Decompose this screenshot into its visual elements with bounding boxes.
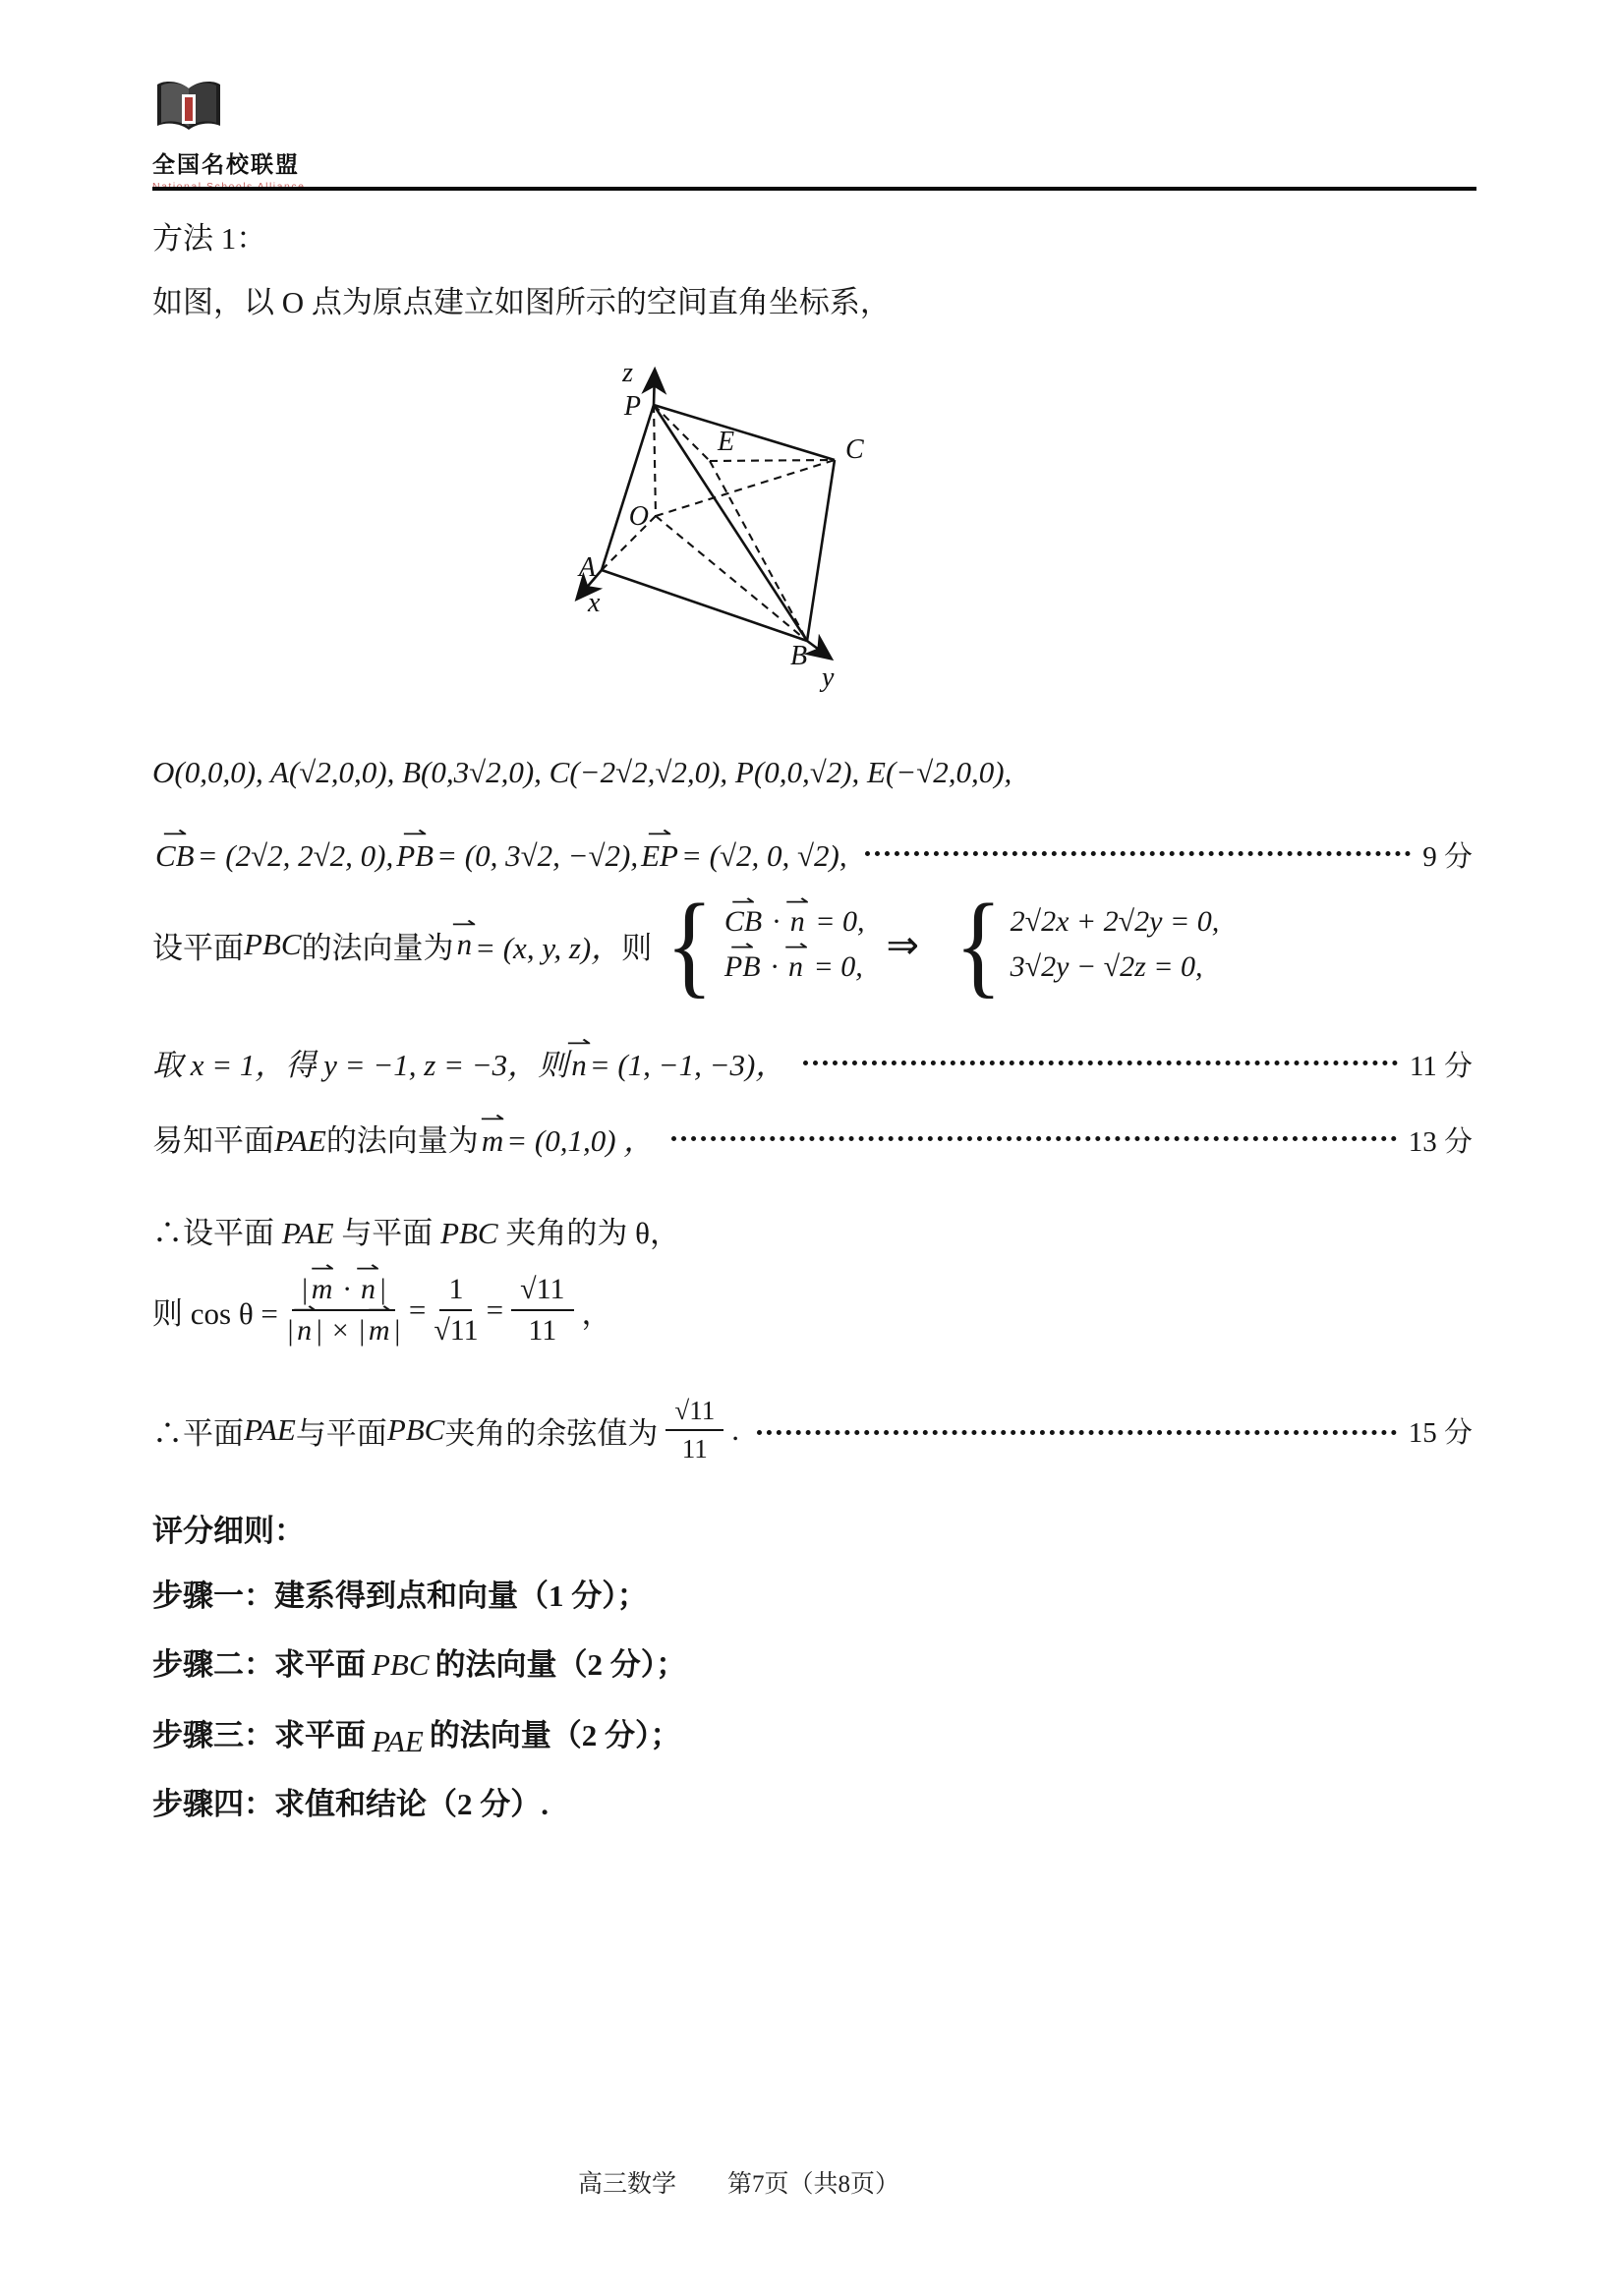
vector-m: m ⇀ xyxy=(482,1120,503,1162)
rubric-step-3: 步骤三：求平面 PAE 的法向量（2 分）； xyxy=(152,1718,681,1758)
method-title: 方法 1： xyxy=(152,221,267,256)
vertex-label-O: O xyxy=(628,501,649,532)
vector-EP: EP ⇀ xyxy=(641,835,678,877)
score-15: 15 分 xyxy=(1408,1416,1473,1449)
scalar-equation-system: 2√2x + 2√2y = 0, 3√2y − √2z = 0, xyxy=(1010,905,1220,984)
alliance-logo xyxy=(152,79,369,193)
page-footer xyxy=(578,2164,899,2200)
vector-n: n ⇀ xyxy=(457,927,473,962)
normal-vector-system-line: 设平面 PBC 的法向量为 n ⇀ = (x, y, z)， 则 { CB ⇀ · n ⇀ = 0, PB ⇀ · n ⇀ = 0, ⇒ { 2√2x + 2√2y = 0, 3√2y − √2z = 0, xyxy=(152,892,1219,997)
implies-arrow: ⇒ xyxy=(886,922,919,967)
coordinates-line: O(0,0,0), A(√2,0,0), B(0,3√2,0), C(−2√2,√2,0), P(0,0,√2), E(−√2,0,0), xyxy=(152,755,1012,789)
rubric-title: 评分细则： xyxy=(152,1514,305,1548)
logo-title: 全国名校联盟 xyxy=(152,151,300,177)
axis-label-y: y xyxy=(822,662,835,693)
vector-PB: PB ⇀ xyxy=(396,835,434,877)
dot-leader xyxy=(757,1430,1397,1435)
plane-PAE: PAE xyxy=(244,1412,296,1447)
vertex-label-B: B xyxy=(790,641,808,671)
dot-leader xyxy=(671,1136,1396,1141)
score-9: 9 分 xyxy=(1422,841,1473,873)
dot-product-system: CB ⇀ · n ⇀ = 0, PB ⇀ · n ⇀ = 0, xyxy=(722,905,865,984)
score-11: 11 分 xyxy=(1409,1051,1473,1082)
vertex-label-E: E xyxy=(718,427,735,457)
left-brace: { xyxy=(665,880,714,1008)
plane-PBC: PBC xyxy=(440,1216,498,1250)
plane-PAE: PAE xyxy=(281,1216,334,1250)
axis-label-x: x xyxy=(588,588,601,618)
open-book-logo-icon xyxy=(152,79,225,138)
conclusion-line: ∴平面 PAE 与平面 PBC 夹角的余弦值为 $\frac{√11}{11}$ . 15 分 xyxy=(152,1395,1473,1464)
left-brace: { xyxy=(955,880,1003,1008)
fraction-mn: $\frac{| m ⇀ \cdot n ⇀ |}{| n ⇀ | \times | m ⇀ |}$ xyxy=(286,1273,401,1349)
rubric-step-4: 步骤四：求值和结论（2 分）. xyxy=(152,1787,549,1821)
dot-leader xyxy=(803,1061,1397,1065)
solve-line: 取 x = 1，得 y = −1, z = −3，则 n ⇀ = (1, −1, −3)， 11 分 xyxy=(152,1045,1473,1086)
rubric-step-1: 步骤一：建系得到点和向量（1 分）； xyxy=(152,1578,648,1613)
vertex-label-C: C xyxy=(845,434,864,465)
vector-CB: CB ⇀ xyxy=(155,835,195,877)
fraction-1-sqrt11: $\frac{1}{√11}$ xyxy=(434,1272,479,1347)
vectors-line: CB ⇀ = (2√2, 2√2, 0), PB ⇀ = (0, 3√2, −√2), EP ⇀ = (√2, 0, √2), 9 分 xyxy=(152,835,1473,877)
vector-n: n ⇀ xyxy=(571,1045,587,1086)
plane-PBC: PBC xyxy=(244,927,302,962)
plane-PAE-normal-line: 易知平面 PAE 的法向量为 m ⇀ = (0,1,0) ， 13 分 xyxy=(152,1120,1473,1162)
vertex-label-P: P xyxy=(623,391,641,422)
fraction-sqrt11-11: $\frac{√11}{11}$ xyxy=(665,1396,723,1464)
footer-page-number: 第7页（共8页） xyxy=(727,2171,900,2198)
angle-statement-line: ∴设平面 PAE 与平面 PBC 夹角的为 θ， xyxy=(152,1216,680,1250)
solid-geometry-diagram xyxy=(539,330,912,698)
rubric-step-2: 步骤二：求平面 PBC 的法向量（2 分）； xyxy=(152,1647,687,1682)
fraction-sqrt11-11: $\frac{√11}{11}$ xyxy=(511,1273,573,1349)
plane-PBC: PBC xyxy=(386,1412,445,1447)
axis-label-z: z xyxy=(622,358,633,388)
header-divider xyxy=(152,187,1476,191)
dot-leader xyxy=(865,851,1412,856)
plane-PAE: PAE xyxy=(274,1123,326,1158)
intro-text: 如图，以 O 点为原点建立如图所示的空间直角坐标系， xyxy=(152,285,891,319)
score-13: 13 分 xyxy=(1408,1126,1473,1158)
footer-course: 高三数学 xyxy=(578,2171,677,2198)
cosine-computation-line: 则 cos θ = $\frac{| m ⇀ \cdot n ⇀ |}{| n ⇀ | \times | m ⇀ |}$ = $\frac{1}{√11}$ = $\frac{√11}{11}$ ， xyxy=(152,1246,612,1374)
vertex-label-A: A xyxy=(578,552,596,583)
